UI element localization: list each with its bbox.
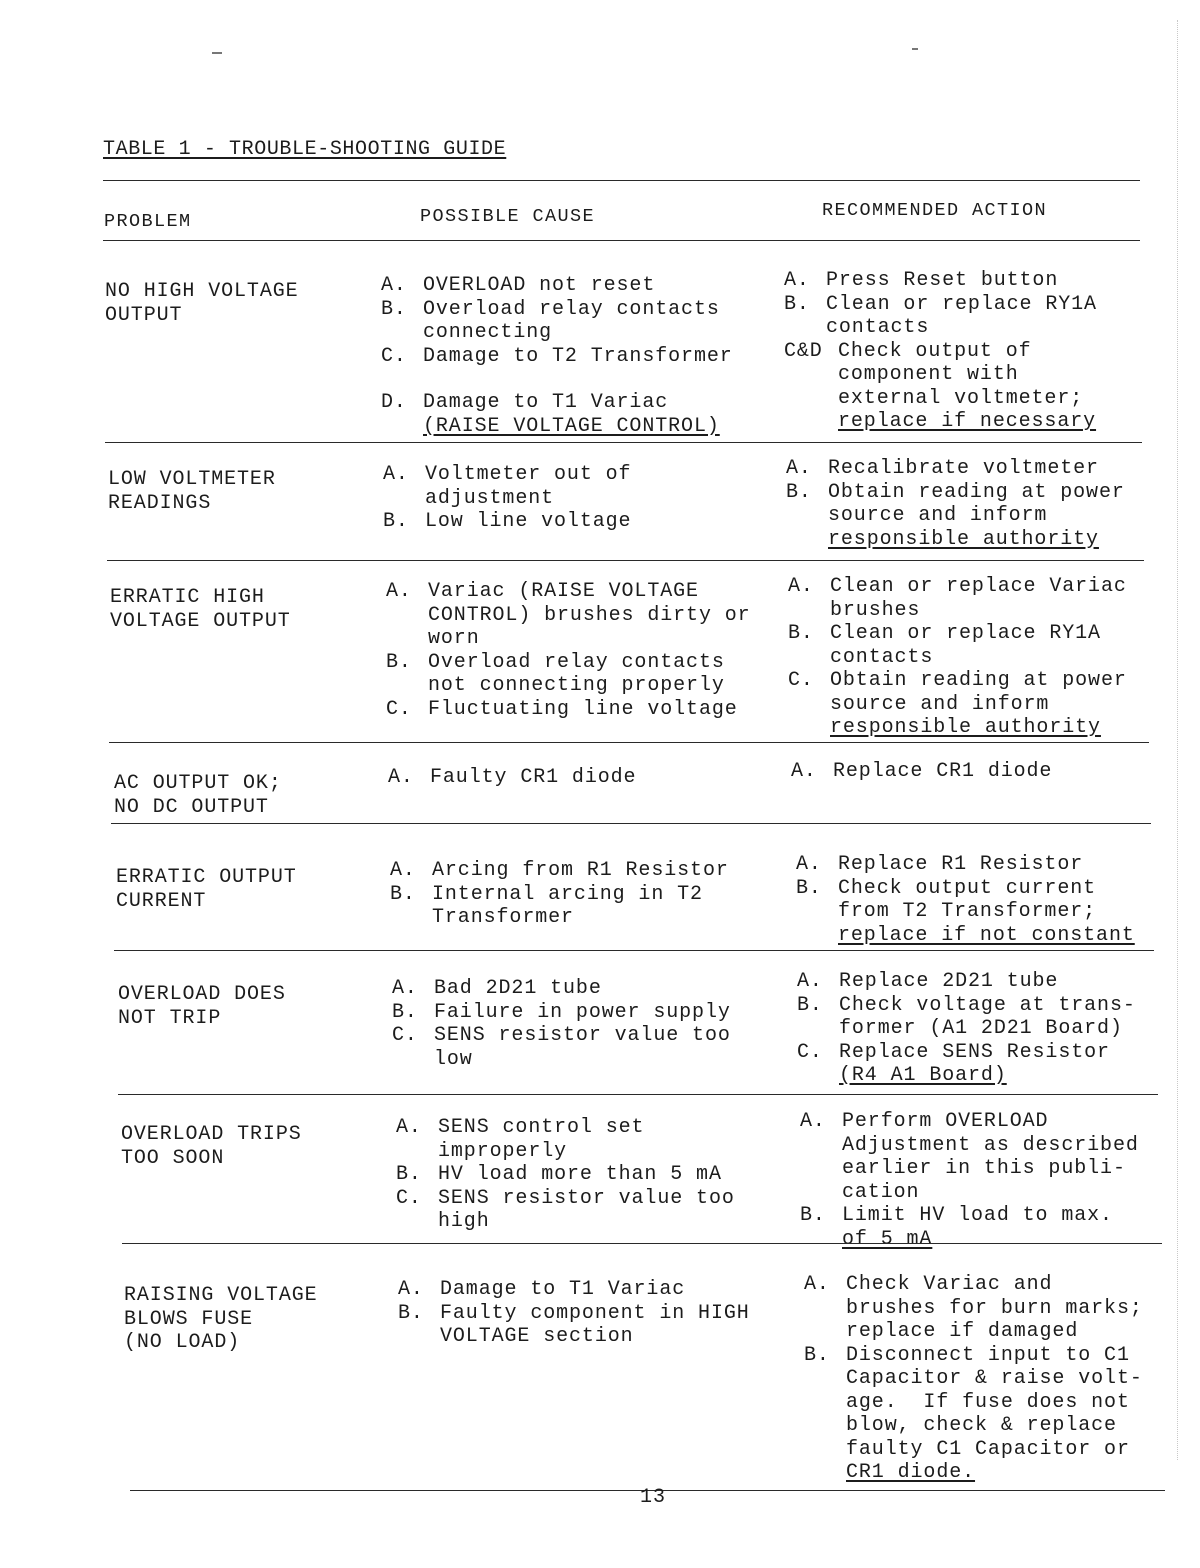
- cause-cell: [398, 1278, 750, 1349]
- header-bottom-rule: [103, 240, 1140, 241]
- action-entry: A. Replace 2D21 tube: [797, 970, 1059, 993]
- problem-cell: OVERLOAD TRIPS TOO SOON: [121, 1123, 302, 1170]
- problem-cell: LOW VOLTMETER READINGS: [108, 468, 276, 515]
- action-entry: B. Check output current from T2 Transformer; replace if not constant: [796, 876, 1135, 947]
- problem-cell: RAISING VOLTAGE BLOWS FUSE (NO LOAD): [124, 1284, 318, 1354]
- table-title: TABLE 1 - TROUBLE-SHOOTING GUIDE: [103, 138, 507, 161]
- action-entry: A. Replace CR1 diode: [791, 760, 1053, 783]
- cause-cell: [381, 274, 733, 438]
- cause-cell: [390, 859, 729, 930]
- action-entry: A. Check Variac and brushes for burn marks; replace if damaged: [804, 1273, 1143, 1343]
- problem-cell: ERRATIC OUTPUT CURRENT: [116, 866, 297, 913]
- action-entry: A. Clean or replace Variac brushes: [788, 575, 1127, 622]
- action-entry: B. Limit HV load to max. of 5 mA: [800, 1204, 1113, 1251]
- cause-entry: B. Faulty component in HIGH VOLTAGE section: [398, 1301, 750, 1348]
- page-number: 13: [640, 1486, 667, 1509]
- problem-cell: ERRATIC HIGH VOLTAGE OUTPUT: [110, 586, 291, 633]
- action-entry: A. Perform OVERLOAD Adjustment as described earlier in this publi- cation: [800, 1110, 1139, 1204]
- cause-entry: D. Damage to T1 Variac (RAISE VOLTAGE CONTROL): [381, 391, 720, 438]
- action-entry: A. Replace R1 Resistor: [796, 853, 1084, 876]
- row-divider: [105, 442, 1142, 443]
- cause-entry: B. Overload relay contacts connecting: [381, 297, 720, 344]
- column-header-problem: PROBLEM: [104, 211, 192, 232]
- action-entry: A. Recalibrate voltmeter: [786, 457, 1099, 480]
- cause-entry: C. SENS resistor value too low: [392, 1024, 731, 1071]
- cause-cell: [392, 977, 731, 1071]
- cause-entry: A. SENS control set improperly: [396, 1116, 645, 1163]
- cause-cell: [386, 580, 751, 721]
- action-entry: C&D Check output of component with external voltmeter; replace if necessary: [784, 339, 1097, 433]
- row-divider: [118, 1094, 1158, 1095]
- cause-cell: [383, 463, 631, 534]
- cause-entry: C. Fluctuating line voltage: [386, 697, 738, 721]
- action-cell: [786, 457, 1125, 551]
- action-cell: [800, 1110, 1139, 1251]
- action-cell: [796, 853, 1135, 947]
- scan-speck: [212, 52, 222, 54]
- action-entry: C. Replace SENS Resistor (R4 A1 Board): [797, 1040, 1110, 1087]
- cause-entry: A. Faulty CR1 diode: [388, 766, 637, 789]
- problem-cell: OVERLOAD DOES NOT TRIP: [118, 983, 286, 1030]
- cause-entry: C. SENS resistor value too high: [396, 1186, 735, 1233]
- cause-entry: C. Damage to T2 Transformer: [381, 344, 733, 368]
- action-cell: [797, 970, 1136, 1088]
- header-top-rule: [103, 180, 1140, 181]
- cause-cell: [396, 1116, 735, 1234]
- row-divider: [109, 742, 1149, 743]
- row-divider: [111, 823, 1151, 824]
- action-cell: [791, 760, 1052, 784]
- cause-entry: A. Bad 2D21 tube: [392, 977, 602, 1000]
- problem-cell: NO HIGH VOLTAGE OUTPUT: [105, 280, 299, 327]
- cause-entry: A. OVERLOAD not reset: [381, 274, 656, 297]
- cause-entry: A. Damage to T1 Variac: [398, 1278, 686, 1301]
- cause-entry: B. HV load more than 5 mA: [396, 1163, 722, 1186]
- scan-edge-artifact: [1177, 20, 1200, 1460]
- action-entry: B. Disconnect input to C1 Capacitor & raise volt- age. If fuse does not blow, check & replace faulty C1 Capacitor or CR1 diode.: [804, 1343, 1143, 1484]
- row-divider: [107, 560, 1144, 561]
- action-entry: C. Obtain reading at power source and inform responsible authority: [788, 669, 1127, 739]
- cause-entry: A. Voltmeter out of adjustment: [383, 463, 632, 510]
- cause-entry: A. Arcing from R1 Resistor: [390, 859, 729, 882]
- cause-entry: B. Overload relay contacts not connecting properly: [386, 650, 725, 697]
- row-divider: [122, 1243, 1162, 1244]
- cause-entry: A. Variac (RAISE VOLTAGE CONTROL) brushes dirty or worn: [386, 580, 751, 650]
- action-cell: [804, 1273, 1143, 1485]
- column-header-cause: POSSIBLE CAUSE: [420, 206, 596, 227]
- column-header-action: RECOMMENDED ACTION: [822, 200, 1048, 221]
- action-entry: B. Obtain reading at power source and inform responsible authority: [786, 480, 1125, 551]
- action-entry: B. Check voltage at trans- former (A1 2D21 Board): [797, 993, 1136, 1040]
- problem-cell: AC OUTPUT OK; NO DC OUTPUT: [114, 772, 282, 819]
- cause-entry: B. Internal arcing in T2 Transformer: [390, 882, 703, 929]
- cause-cell: [388, 766, 636, 790]
- action-entry: B. Clean or replace RY1A contacts: [788, 622, 1101, 669]
- action-cell: [784, 269, 1097, 434]
- action-entry: A. Press Reset button: [784, 269, 1059, 292]
- row-divider: [114, 950, 1154, 951]
- action-cell: [788, 575, 1127, 740]
- scan-speck: [912, 48, 918, 50]
- cause-entry: B. Low line voltage: [383, 510, 632, 533]
- cause-entry: B. Failure in power supply: [392, 1000, 731, 1024]
- action-entry: B. Clean or replace RY1A contacts: [784, 292, 1097, 339]
